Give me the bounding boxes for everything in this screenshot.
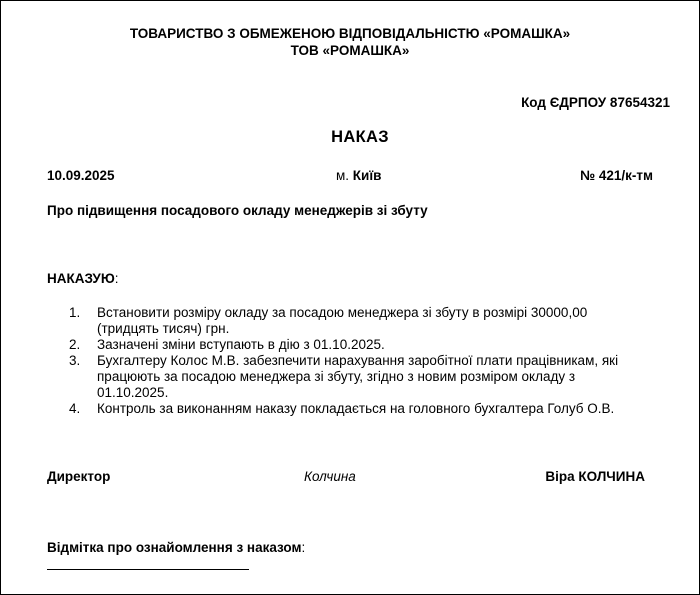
order-item-number: 4. — [69, 401, 81, 416]
order-item-text: Бухгалтеру Колос М.В. забезпечити нарахування заробітної плати працівникам, які — [97, 353, 619, 368]
edrpou-code: Код ЄДРПОУ 87654321 — [521, 95, 670, 110]
order-item — [69, 337, 669, 353]
document-number: № 421/к-тм — [580, 168, 653, 183]
order-colon: : — [114, 271, 119, 286]
signatory-name: Віра КОЛЧИНА — [545, 469, 645, 484]
order-item-text-continued: працюють за посадою менеджера зі збуту, згідно з новим розміром окладу з — [97, 369, 576, 384]
order-item-text-continued: (тридцять тисяч) грн. — [97, 321, 230, 336]
acknowledgement-colon: : — [301, 540, 306, 555]
signatory-role: Директор — [47, 469, 111, 484]
city-name: Київ — [352, 168, 382, 183]
order-item-text: Зазначені зміни вступають в дію з 01.10.2025. — [97, 337, 385, 352]
order-item-text: Контроль за виконанням наказу покладається на головного бухгалтера Голуб О.В. — [97, 401, 615, 416]
company-full-name: ТОВАРИСТВО З ОБМЕЖЕНОЮ ВІДПОВІДАЛЬНІСТЮ «РОМАШКА» — [129, 26, 571, 41]
acknowledgement-signature-line — [47, 569, 249, 570]
city-prefix: м. — [336, 168, 353, 183]
acknowledgement-text: Відмітка про ознайомлення з наказом — [47, 540, 302, 555]
order-item — [69, 353, 669, 401]
order-item-text: Встановити розміру окладу за посадою менеджера зі збуту в розмірі 30000,00 — [97, 305, 588, 320]
order-item-text-continued: 01.10.2025. — [97, 385, 169, 400]
document-subject: Про підвищення посадового окладу менеджерів зі збуту — [47, 203, 428, 218]
document-city — [336, 168, 381, 183]
acknowledgement-label — [47, 540, 305, 555]
order-items-list — [69, 305, 669, 417]
order-heading — [47, 271, 119, 286]
document-title: НАКАЗ — [331, 128, 389, 146]
order-item — [69, 305, 669, 337]
handwritten-signature: Колчина — [304, 469, 356, 484]
order-item-number: 3. — [69, 353, 81, 368]
order-word: НАКАЗУЮ — [47, 271, 115, 286]
document-date: 10.09.2025 — [47, 168, 115, 183]
order-item-number: 2. — [69, 337, 81, 352]
order-item — [69, 401, 669, 417]
company-short-name: ТОВ «РОМАШКА» — [290, 43, 410, 58]
order-item-number: 1. — [69, 305, 81, 320]
